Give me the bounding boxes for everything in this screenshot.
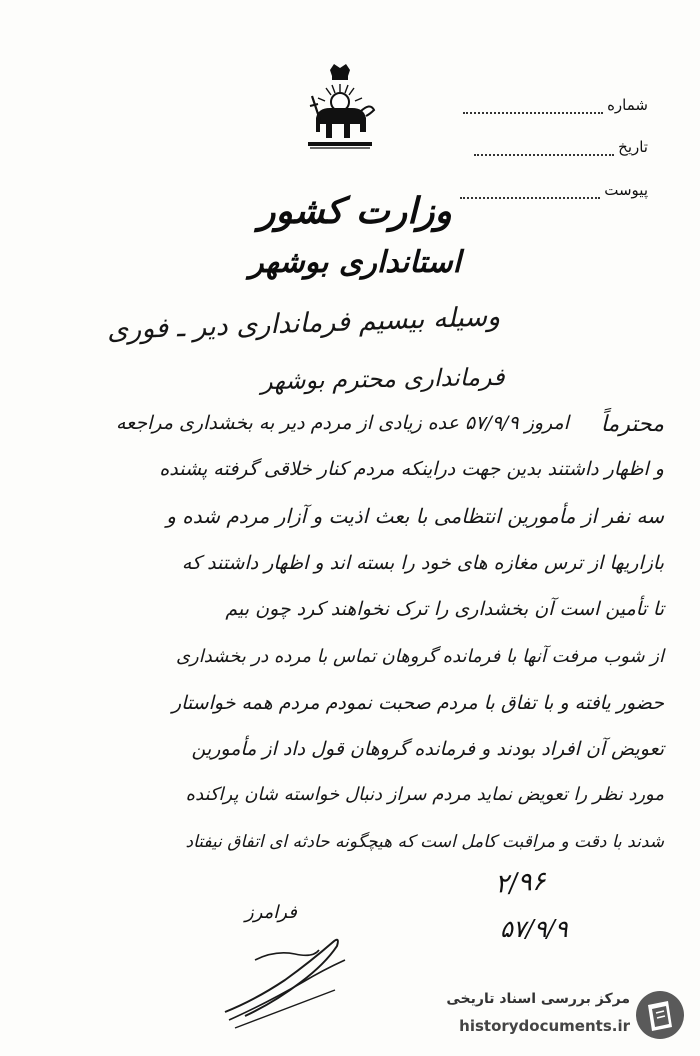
- date-dotted-line: [474, 142, 614, 156]
- body-line: حضور یافته و با تفاق با مردم صحبت نمودم مردم همه خواستار: [171, 692, 664, 714]
- attachment-label: پیوست: [604, 181, 648, 199]
- signature-icon: [215, 920, 355, 1030]
- date-label: تاریخ: [618, 138, 648, 156]
- archive-logo-icon: [634, 989, 686, 1041]
- number-label: شماره: [607, 96, 648, 114]
- body-line: شدند با دقت و مراقبت کامل است که هیچگونه حادثه ای اتفاق نیفتاد: [185, 832, 664, 852]
- reference-date: ۵۷/۹/۹: [500, 915, 568, 943]
- attachment-field: [460, 175, 648, 199]
- body-line: مورد نظر را تعویض نماید مردم سراز دنبال خواسته شان پراکنده: [185, 784, 664, 805]
- reference-number: ۲/۹۶: [494, 866, 547, 900]
- salutation: محترماً: [600, 412, 664, 437]
- body-line: سه نفر از مأمورین انتظامی با بعث اذیت و آزار مردم شده و: [166, 504, 664, 528]
- province-title: استانداری بوشهر: [249, 245, 461, 280]
- body-line: امروز ۵۷/۹/۹ عده زیادی از مردم دیر به بخشداری مراجعه: [115, 412, 569, 434]
- closing-name: فرامرز: [245, 902, 297, 923]
- ministry-title: وزارت کشور: [258, 190, 452, 232]
- attachment-dotted-line: [460, 185, 600, 199]
- body-line: تا تأمین است آن بخشداری را ترک نخواهند کرد چون بیم: [225, 598, 664, 620]
- body-line: و اظهار داشتند بدین جهت دراینکه مردم کنار خلاقی گرفته پشنده: [159, 458, 664, 480]
- watermark-name: مرکز بررسی اسناد تاریخی: [446, 991, 630, 1007]
- number-dotted-line: [463, 100, 603, 114]
- body-line: تعویض آن افراد بودند و فرمانده گروهان قول داد از مأمورین: [191, 738, 664, 760]
- addressee: فرمانداری محترم بوشهر: [261, 362, 506, 396]
- watermark: [410, 985, 690, 1049]
- body-line: بازاریها از ترس مغازه های خود را بسته اند و اظهار داشتند که: [181, 552, 664, 574]
- date-field: [474, 132, 648, 156]
- watermark-url: historydocuments.ir: [459, 1017, 630, 1035]
- number-field: [463, 90, 648, 114]
- via-line: وسیله بیسیم فرمانداری دیر ـ فوری: [106, 301, 501, 346]
- body-line: از شوب مرفت آنها با فرمانده گروهان تماس با مرده در بخشداری: [175, 646, 664, 667]
- lion-and-sun-emblem-icon: [290, 62, 390, 162]
